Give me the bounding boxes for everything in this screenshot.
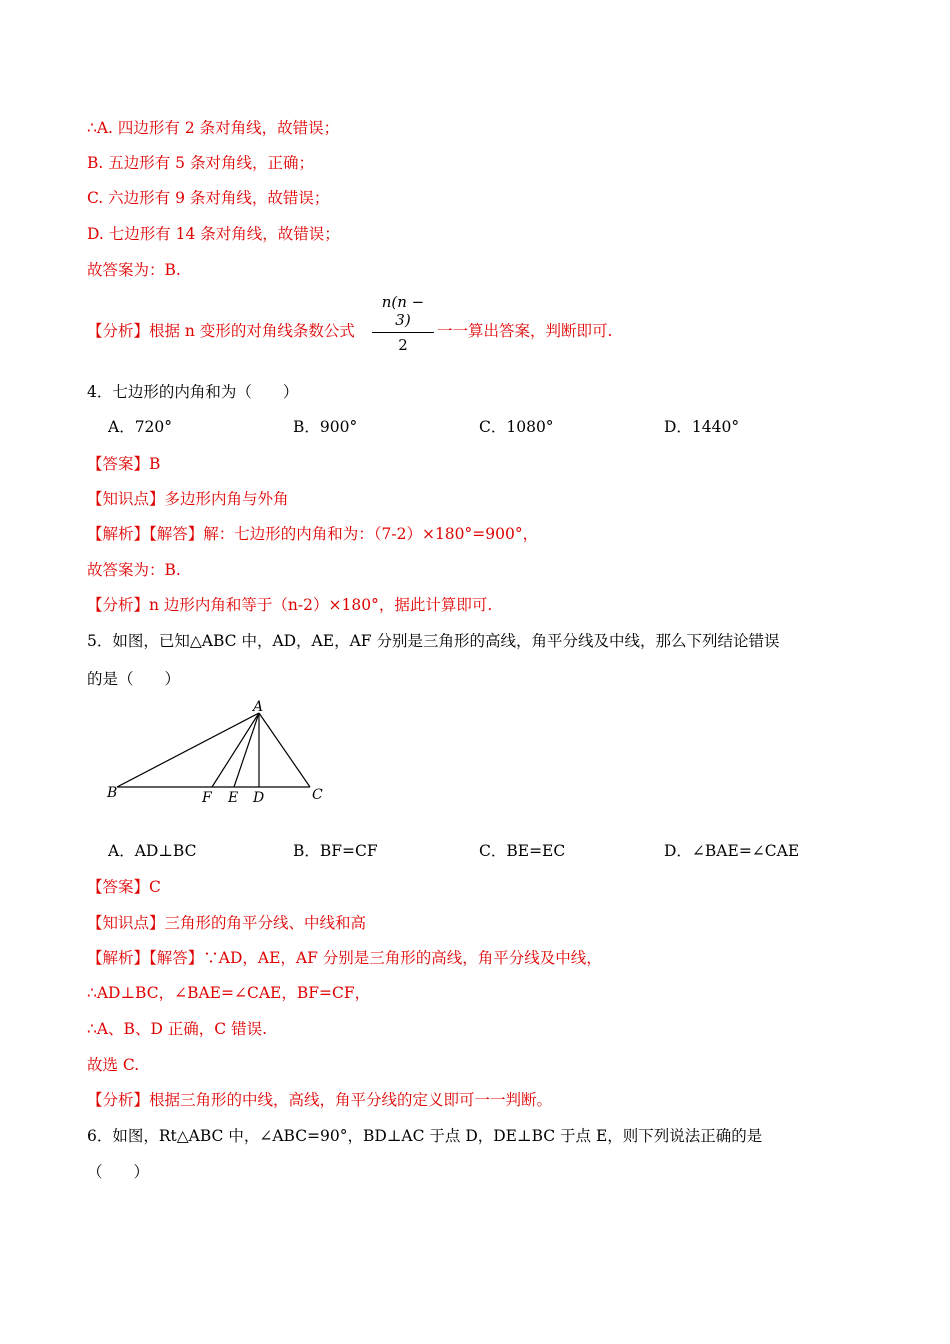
q4-option-a: A．720° [108, 418, 173, 436]
q5-option-d: D．∠BAE=∠CAE [664, 842, 800, 860]
q4-analysis: 【分析】n 边形内角和等于（n-2）×180°，据此计算即可. [87, 596, 493, 614]
q5-stem-line1: 5．如图，已知△ABC 中，AD，AE，AF 分别是三角形的高线，角平分线及中线，那么下列结论错误 [87, 632, 780, 650]
q5-step2: ∴A、B、D 正确，C 错误. [87, 1020, 268, 1038]
segment-ac [259, 713, 310, 787]
solution-line-c: C. 六边形有 9 条对角线，故错误； [87, 189, 330, 207]
q5-option-b: B．BF=CF [293, 842, 378, 860]
median-af [212, 713, 259, 787]
q5-option-a: A．AD⊥BC [108, 842, 197, 860]
q5-option-c: C．BE=EC [479, 842, 566, 860]
q5-step1: ∴AD⊥BC，∠BAE=∠CAE，BF=CF， [87, 984, 371, 1002]
solution-line-b: B. 五边形有 5 条对角线，正确； [87, 154, 314, 172]
q4-stem: 4．七边形的内角和为（ ） [87, 383, 299, 401]
label-b: B [107, 785, 118, 801]
label-f: F [202, 790, 212, 806]
analysis-before-formula: 【分析】根据 n 变形的对角线条数公式 [87, 322, 355, 340]
label-c: C [312, 787, 323, 803]
solution-line-d: D. 七边形有 14 条对角线，故错误； [87, 225, 340, 243]
q4-option-c: C．1080° [479, 418, 554, 436]
q5-conclusion: 故选 C. [87, 1056, 140, 1074]
q6-stem-line1: 6．如图，Rt△ABC 中，∠ABC=90°，BD⊥AC 于点 D，DE⊥BC 于点 E，则下列说法正确的是 [87, 1127, 763, 1145]
diagonal-formula [372, 293, 434, 354]
analysis-after-formula: 一一算出答案，判断即可. [437, 322, 613, 340]
q5-answer: 【答案】C [87, 878, 161, 896]
label-a: A [253, 699, 264, 715]
q5-knowledge: 【知识点】三角形的角平分线、中线和高 [87, 914, 367, 932]
q5-stem-line2: 的是（ ） [87, 670, 181, 688]
q4-option-b: B．900° [293, 418, 358, 436]
q4-conclusion: 故答案为：B. [87, 561, 181, 579]
formula-numerator: n(n − 3) [381, 293, 425, 329]
q4-option-d: D．1440° [664, 418, 740, 436]
label-e: E [228, 790, 239, 806]
q4-solution: 【解析】【解答】解：七边形的内角和为：（7-2）×180°=900°， [87, 525, 539, 543]
solution-line-a: ∴A. 四边形有 2 条对角线，故错误； [87, 119, 340, 137]
label-d: D [253, 790, 265, 806]
q4-knowledge: 【知识点】多边形内角与外角 [87, 490, 289, 508]
q5-analysis: 【分析】根据三角形的中线，高线，角平分线的定义即可一一判断。 [87, 1091, 553, 1109]
fraction-bar [372, 332, 434, 333]
q4-answer: 【答案】B [87, 455, 161, 473]
solution-conclusion: 故答案为：B. [87, 261, 181, 279]
triangle-figure [100, 698, 340, 810]
q6-stem-line2: （ ） [87, 1163, 150, 1181]
formula-denominator: 2 [398, 336, 408, 354]
q5-solution: 【解析】【解答】∵AD，AE，AF 分别是三角形的高线，角平分线及中线， [87, 949, 602, 967]
